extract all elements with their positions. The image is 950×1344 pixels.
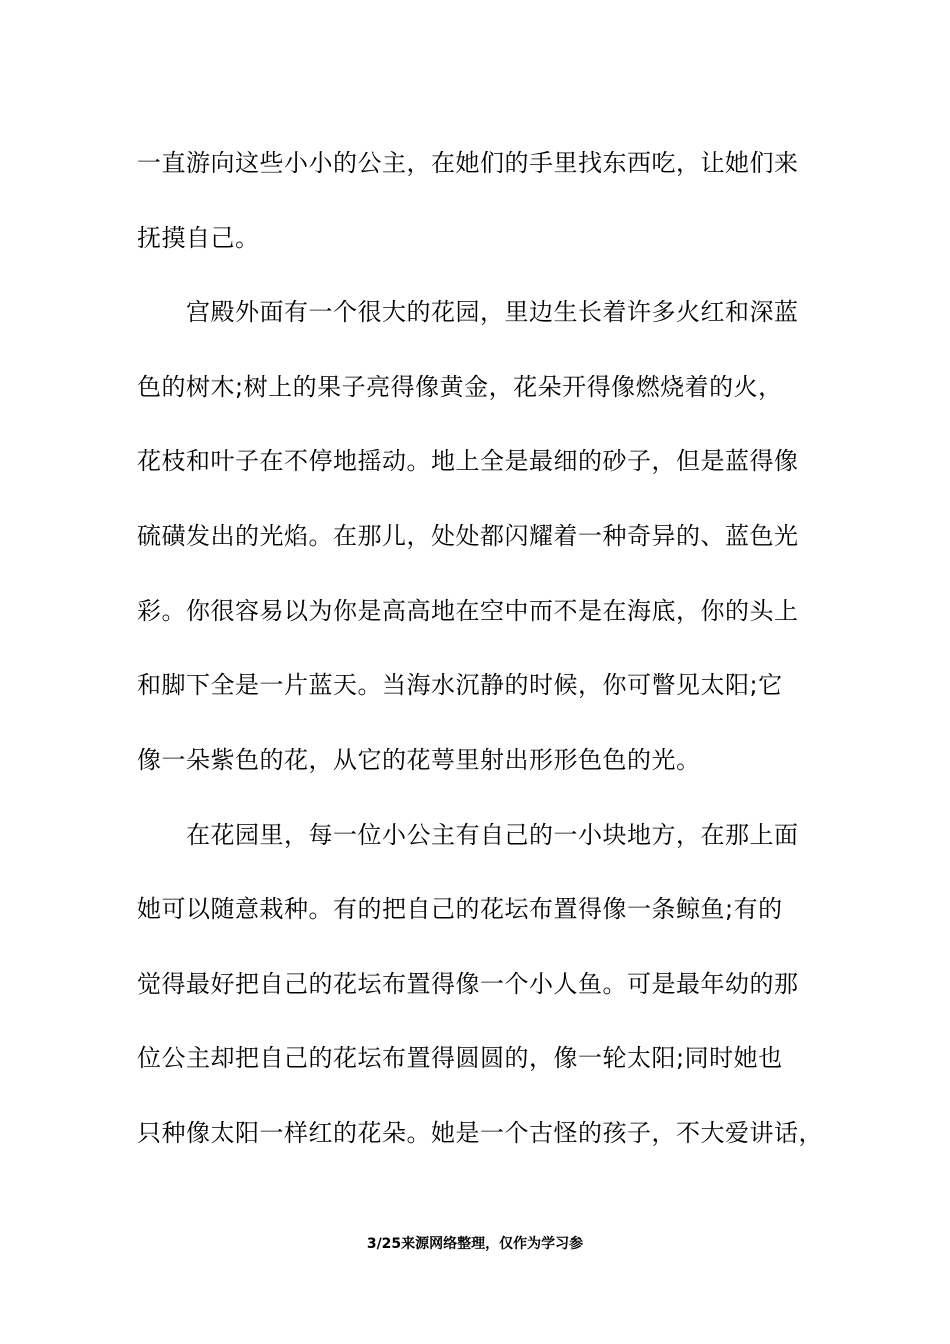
text-line: 彩。你很容易以为你是高高地在空中而不是在海底，你的头上 [137, 597, 799, 625]
text-line: 像一朵紫色的花，从它的花萼里射出形形色色的光。 [137, 746, 701, 774]
text-line: 只种像太阳一样红的花朵。她是一个古怪的孩子，不大爱讲话， [137, 1119, 823, 1147]
text-line: 一直游向这些小小的公主，在她们的手里找东西吃，让她们来 [137, 149, 799, 177]
text-line: 宫殿外面有一个很大的花园，里边生长着许多火红和深蓝 [137, 298, 799, 326]
text-line: 觉得最好把自己的花坛布置得像一个小人鱼。可是最年幼的那 [137, 970, 799, 998]
text-line: 位公主却把自己的花坛布置得圆圆的，像一轮太阳;同时她也 [137, 1044, 783, 1072]
text-line: 在花园里，每一位小公主有自己的一小块地方，在那上面 [137, 821, 799, 849]
text-line: 色的树木;树上的果子亮得像黄金，花朵开得像燃烧着的火， [137, 373, 783, 401]
text-line: 抚摸自己。 [137, 224, 260, 252]
text-line: 花枝和叶子在不停地摇动。地上全是最细的砂子，但是蓝得像 [137, 447, 799, 475]
text-line: 和脚下全是一片蓝天。当海水沉静的时候，你可瞥见太阳;它 [137, 671, 783, 699]
text-line: 硫磺发出的光焰。在那儿，处处都闪耀着一种奇异的、蓝色光 [137, 522, 799, 550]
text-line: 她可以随意栽种。有的把自己的花坛布置得像一条鲸鱼;有的 [137, 895, 783, 923]
page-footer: 3/25来源网络整理，仅作为学习参 [366, 1236, 584, 1252]
